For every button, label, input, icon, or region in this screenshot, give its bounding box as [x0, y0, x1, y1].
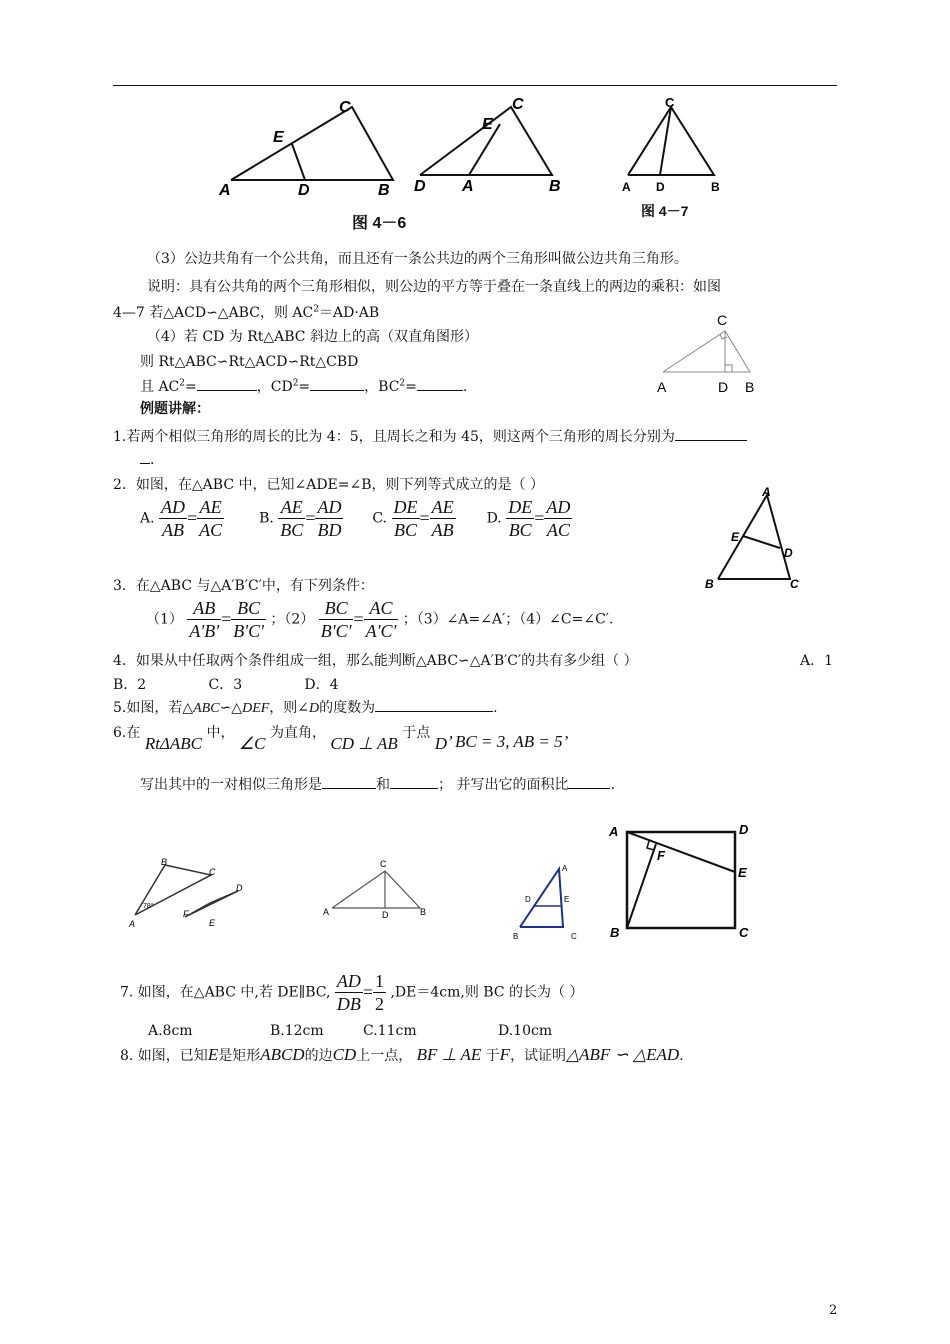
figure-parallel-triangle — [505, 855, 585, 945]
question-2: 2．如图，在△ABC 中，已知∠ADE=∠B，则下列等式成立的是（ ） — [113, 477, 544, 493]
svg-text:A: A — [622, 180, 631, 194]
figure-rectangle — [605, 820, 765, 945]
svg-text:C: C — [571, 932, 577, 941]
question-6: 6.在 RtΔABC 中， ∠C 为直角， CD ⊥ AB 于点 D’ BC = 3, AB = 5’ — [113, 725, 569, 753]
question-3: 3．在△ABC 与△A′B′C′中，有下列条件： — [113, 578, 374, 594]
svg-text:B: B — [378, 182, 390, 199]
frac: $\frac{BC}{B'C'}$ — [233, 598, 264, 641]
svg-text:C: C — [209, 867, 216, 877]
frac: $\frac{BC}{B'C'}$ — [320, 598, 352, 641]
frac: $\frac{AE}{BC}$ — [280, 497, 304, 540]
para-4b: 则 Rt△ABC∽Rt△ACD∽Rt△CBD — [140, 354, 359, 370]
svg-text:D: D — [784, 546, 793, 560]
figure-4-7 — [618, 95, 748, 205]
svg-text:E: E — [482, 116, 493, 133]
svg-text:E: E — [738, 865, 747, 880]
svg-text:A: A — [129, 919, 136, 929]
question-4-option-a: A．1 — [800, 653, 834, 669]
question-4-options: B．2 C．3 D．4 — [113, 677, 339, 693]
frac: $\frac{AC}{A'C'}$ — [365, 598, 397, 641]
svg-text:D: D — [656, 180, 665, 194]
frac: $\frac{AB}{A'B'}$ — [189, 598, 220, 641]
svg-text:C: C — [739, 925, 749, 940]
svg-text:E: E — [209, 918, 216, 928]
svg-text:B: B — [513, 932, 519, 941]
svg-text:C: C — [717, 312, 728, 328]
svg-text:A: A — [657, 379, 667, 395]
svg-text:C: C — [380, 859, 387, 869]
svg-text:F: F — [657, 848, 665, 863]
svg-text:B: B — [705, 577, 714, 591]
svg-text:A: A — [562, 864, 568, 873]
figure-4-6-left — [215, 95, 405, 205]
frac: $\frac{AE}{AB}$ — [431, 497, 454, 540]
examples-title: 例题讲解： — [140, 400, 210, 416]
frac: $\frac{DE}{BC}$ — [393, 497, 418, 540]
q7-option-a: A.8cm — [148, 1023, 193, 1039]
frac: $\frac{AD}{AB}$ — [161, 497, 186, 540]
svg-text:A: A — [219, 182, 231, 199]
figure-4-6-right — [412, 95, 572, 205]
frac: $\frac{AD}{DB}$ — [336, 971, 361, 1014]
q7-option-d: D.10cm — [498, 1023, 553, 1039]
frac: $\frac{1}{2}$ — [375, 971, 385, 1014]
svg-text:F: F — [183, 909, 189, 919]
page-number: 2 — [829, 1303, 838, 1318]
svg-text:B: B — [745, 379, 755, 395]
note-line-2: 4—7 若△ACD∽△ABC，则 $AC^2=AD\cdot AB$ — [113, 304, 380, 321]
svg-text:D: D — [414, 178, 426, 195]
figure-similar-triangles — [125, 855, 250, 935]
svg-text:B: B — [161, 857, 168, 867]
figure-q2 — [700, 483, 810, 593]
svg-text:B: B — [420, 907, 427, 917]
svg-text:D: D — [718, 379, 729, 395]
caption-fig-4-7: 图 4－7 — [641, 203, 689, 219]
q7-option-c: C.11cm — [363, 1023, 417, 1039]
q7-option-b: B.12cm — [270, 1023, 324, 1039]
figure-altitude-triangle — [320, 855, 435, 935]
question-2-options: A. $\frac{AD}{AB}$ = $\frac{AE}{AC}$ B. $\frac{AE}{BC}$ = $\frac{AD}{BD}$ C. $\frac{DE}{BC}$ = $\frac{AE}{AB}$ D. $\frac{DE}{BC}$ = $\frac{AD}{AC}$ — [140, 497, 571, 540]
question-5: 5.如图，若△ABC∽△DEF，则∠D的度数为 . — [113, 700, 498, 716]
frac: $\frac{AD}{AC}$ — [546, 497, 571, 540]
question-1-end: . — [140, 451, 154, 468]
svg-text:78°: 78° — [143, 903, 154, 910]
svg-text:D: D — [298, 182, 310, 199]
figure-right-triangle — [650, 310, 770, 400]
question-8: 8. 如图，已知E是矩形ABCD的边CD上一点， BF ⊥ AE 于F，试证明△ABF ∽ △EAD. — [120, 1045, 684, 1064]
svg-text:C: C — [665, 95, 675, 110]
question-7: 7. 如图，在△ABC 中,若 DE∥BC, $\frac{AD}{DB}$ = $\frac{1}{2}$ ,DE＝4cm,则 BC 的长为（ ） — [120, 971, 584, 1014]
svg-text:C: C — [512, 96, 524, 113]
svg-text:E: E — [731, 530, 740, 544]
caption-fig-4-6: 图 4－6 — [352, 215, 407, 232]
svg-text:D: D — [382, 910, 389, 920]
header-rule — [113, 85, 837, 86]
para-4: （4）若 CD 为 Rt△ABC 斜边上的高（双直角图形） — [147, 329, 478, 345]
frac: $\frac{AD}{BD}$ — [317, 497, 342, 540]
question-6-line-2: 写出其中的一对相似三角形是 和 ； 并写出它的面积比 . — [140, 777, 615, 793]
svg-text:A: A — [323, 907, 330, 917]
svg-text:B: B — [711, 180, 720, 194]
svg-text:D: D — [525, 895, 531, 904]
question-1: 1.若两个相似三角形的周长的比为 4：5，且周长之和为 45，则这两个三角形的周长分别为 — [113, 426, 747, 446]
svg-text:C: C — [790, 577, 799, 591]
frac: $\frac{AE}{AC}$ — [199, 497, 223, 540]
svg-text:D: D — [739, 822, 749, 837]
svg-text:B: B — [610, 925, 620, 940]
svg-text:B: B — [549, 178, 561, 195]
para-3: （3）公边共角有一个公共角，而且还有一条公共边的两个三角形叫做公边共角三角形。 — [147, 251, 688, 267]
svg-text:D: D — [236, 883, 243, 893]
note-line-1: 说明：具有公共角的两个三角形相似，则公边的平方等于叠在一条直线上的两边的乘积：如图 — [147, 279, 721, 295]
svg-text:C: C — [339, 99, 351, 116]
svg-text:A: A — [462, 178, 474, 195]
para-4c: 且 $AC^2=$ ，$CD^2=$ ，$BC^2=$ . — [140, 378, 468, 395]
question-4: 4．如果从中任取两个条件组成一组，那么能判断△ABC∽△A′B′C′的共有多少组（ ） — [113, 653, 638, 669]
frac: $\frac{DE}{BC}$ — [508, 497, 533, 540]
question-3-conditions: （1） $\frac{AB}{A'B'}$ = $\frac{BC}{B'C'}$ ；（2） $\frac{BC}{B'C'}$ = $\frac{AC}{A'C'}$ ；（3）∠A=∠A′；（4）∠C=∠C′. — [146, 598, 614, 641]
svg-text:E: E — [273, 129, 284, 146]
svg-text:A: A — [762, 485, 771, 499]
svg-text:E: E — [564, 895, 570, 904]
svg-text:A: A — [609, 824, 619, 839]
